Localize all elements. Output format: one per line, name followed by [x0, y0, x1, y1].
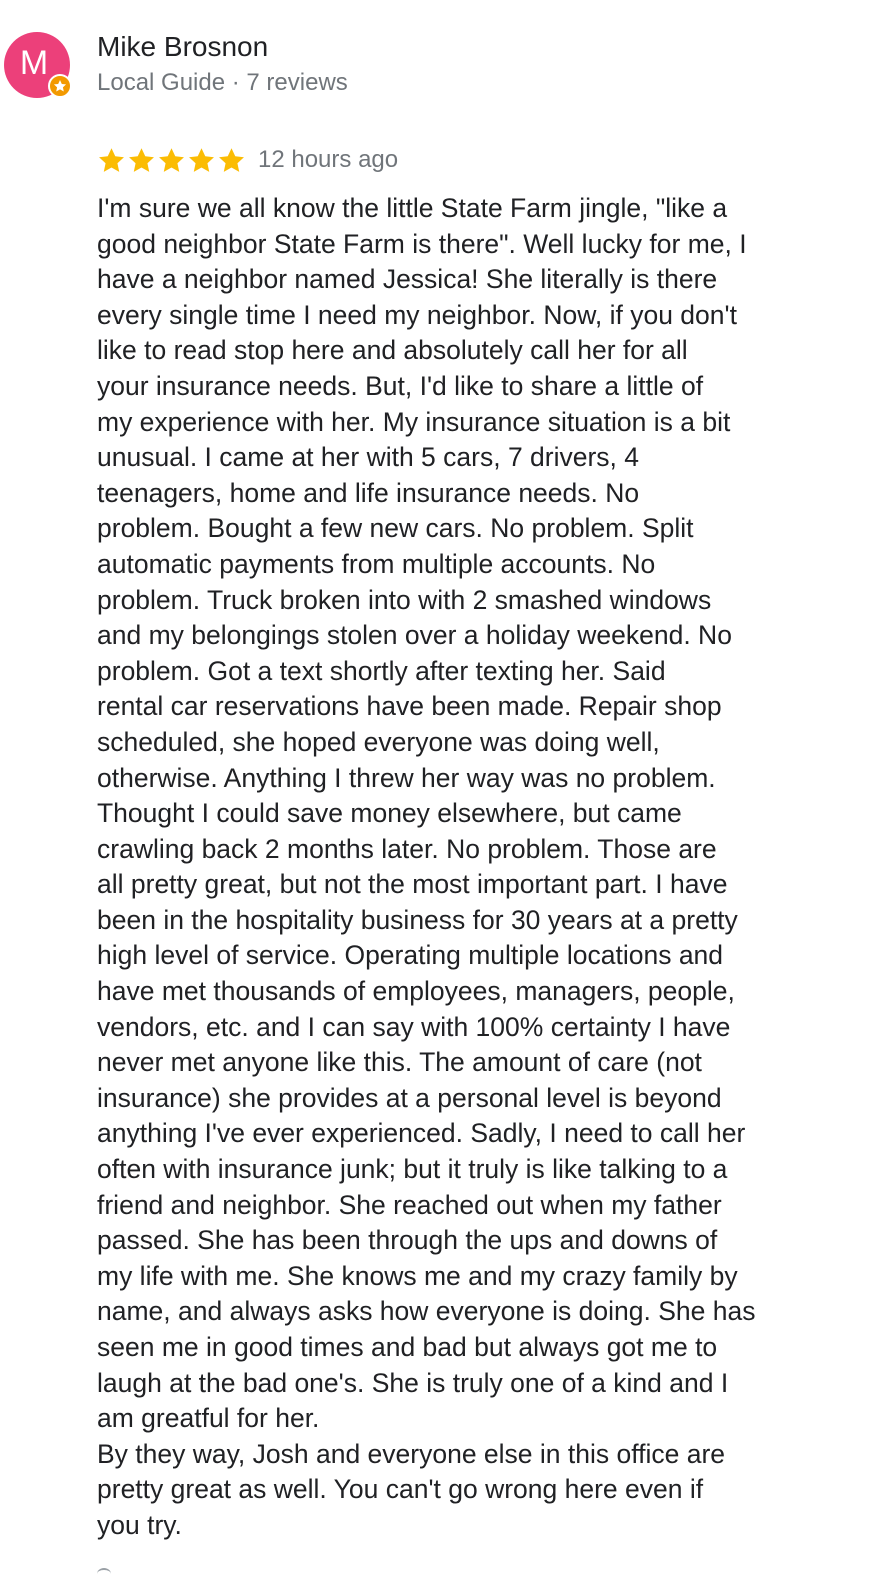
review-text-line: name, and always asks how everyone is doing. She has [97, 1296, 756, 1327]
review-text-line: my experience with her. My insurance situation is a bit [97, 406, 731, 437]
review-timestamp: 12 hours ago [258, 146, 399, 173]
review-text-line: rental car reservations have been made. Repair shop [97, 691, 722, 722]
review-text-line: good neighbor State Farm is there". Well lucky for me, I [97, 228, 747, 259]
review-text-line: Thought I could save money elsewhere, but came [97, 798, 682, 829]
review-text-line: vendors, etc. and I can say with 100% certainty I have [97, 1011, 731, 1042]
star-icon [97, 146, 126, 175]
star-icon [217, 146, 246, 175]
review-text-line: often with insurance junk; but it truly is like talking to a [97, 1154, 728, 1185]
review-text-line: automatic payments from multiple accounts. No [97, 548, 656, 579]
review-text-line: otherwise. Anything I threw her way was no problem. [97, 762, 716, 793]
review-text-line: problem. Got a text shortly after texting her. Said [97, 655, 666, 686]
review-text-line: am greatful for her. [97, 1403, 320, 1434]
review-text-line: and my belongings stolen over a holiday weekend. No [97, 620, 732, 651]
reviewer-avatar[interactable] [4, 32, 70, 98]
review-text-line: seen me in good times and bad but always got me to [97, 1332, 718, 1362]
review-text-line: never met anyone like this. The amount of care (not [97, 1047, 702, 1078]
review-text-line: problem. Truck broken into with 2 smashed windows [97, 584, 712, 615]
review-text-line: been in the hospitality business for 30 years at a pretty [97, 904, 738, 935]
review-text-line: high level of service. Operating multiple locations and [97, 940, 724, 971]
star-icon [157, 146, 186, 175]
review-text-line: have met thousands of employees, managers, people, [97, 976, 735, 1007]
reviewer-name[interactable]: Mike Brosnon [97, 31, 269, 62]
review-text-line: anything I've ever experienced. Sadly, I need to call her [97, 1118, 746, 1149]
review-text-line: my life with me. She knows me and my crazy family by [97, 1260, 738, 1291]
review-text-line: insurance) she provides at a personal level is beyond [97, 1082, 722, 1113]
review-text-line: passed. She has been through the ups and downs of [97, 1225, 718, 1256]
local-guide-star-icon [48, 74, 72, 98]
review-text-line: problem. Bought a few new cars. No problem. Split [97, 513, 694, 544]
star-icon [127, 146, 156, 175]
review-text-line: your insurance needs. But, I'd like to share a little of [97, 370, 704, 401]
review-text-line: scheduled, she hoped everyone was doing well, [97, 726, 660, 757]
review-text-line: every single time I need my neighbor. Now, if you don't [97, 299, 737, 330]
review-text-line: laugh at the bad one's. She is truly one of a kind and I [97, 1367, 729, 1398]
review-text-line: teenagers, home and life insurance needs. No [97, 477, 640, 508]
review-text-line: pretty great as well. You can't go wrong here even if [97, 1474, 704, 1505]
review-body [97, 191, 877, 1544]
review-text-line: By they way, Josh and everyone else in this office are [97, 1438, 726, 1469]
avatar-initial: M [19, 44, 49, 82]
review-text-line: all pretty great, but not the most important part. I have [97, 869, 728, 900]
review-text-line: have a neighbor named Jessica! She literally is there [97, 264, 718, 295]
star-rating [97, 146, 246, 175]
reviewer-meta[interactable]: Local Guide · 7 reviews [97, 69, 348, 96]
review-text-line: I'm sure we all know the little State Farm jingle, "like a [97, 193, 728, 223]
star-icon [187, 146, 216, 175]
review-text-line: you try. [97, 1509, 182, 1540]
cropped-icon-fragment [97, 1568, 111, 1580]
review-text-line: crawling back 2 months later. No problem. Those are [97, 833, 717, 864]
review-text-line: unusual. I came at her with 5 cars, 7 drivers, 4 [97, 442, 640, 473]
review-text-line: like to read stop here and absolutely call her for all [97, 335, 688, 366]
review-text-line: friend and neighbor. She reached out when my father [97, 1189, 722, 1220]
rating-row [97, 143, 398, 177]
